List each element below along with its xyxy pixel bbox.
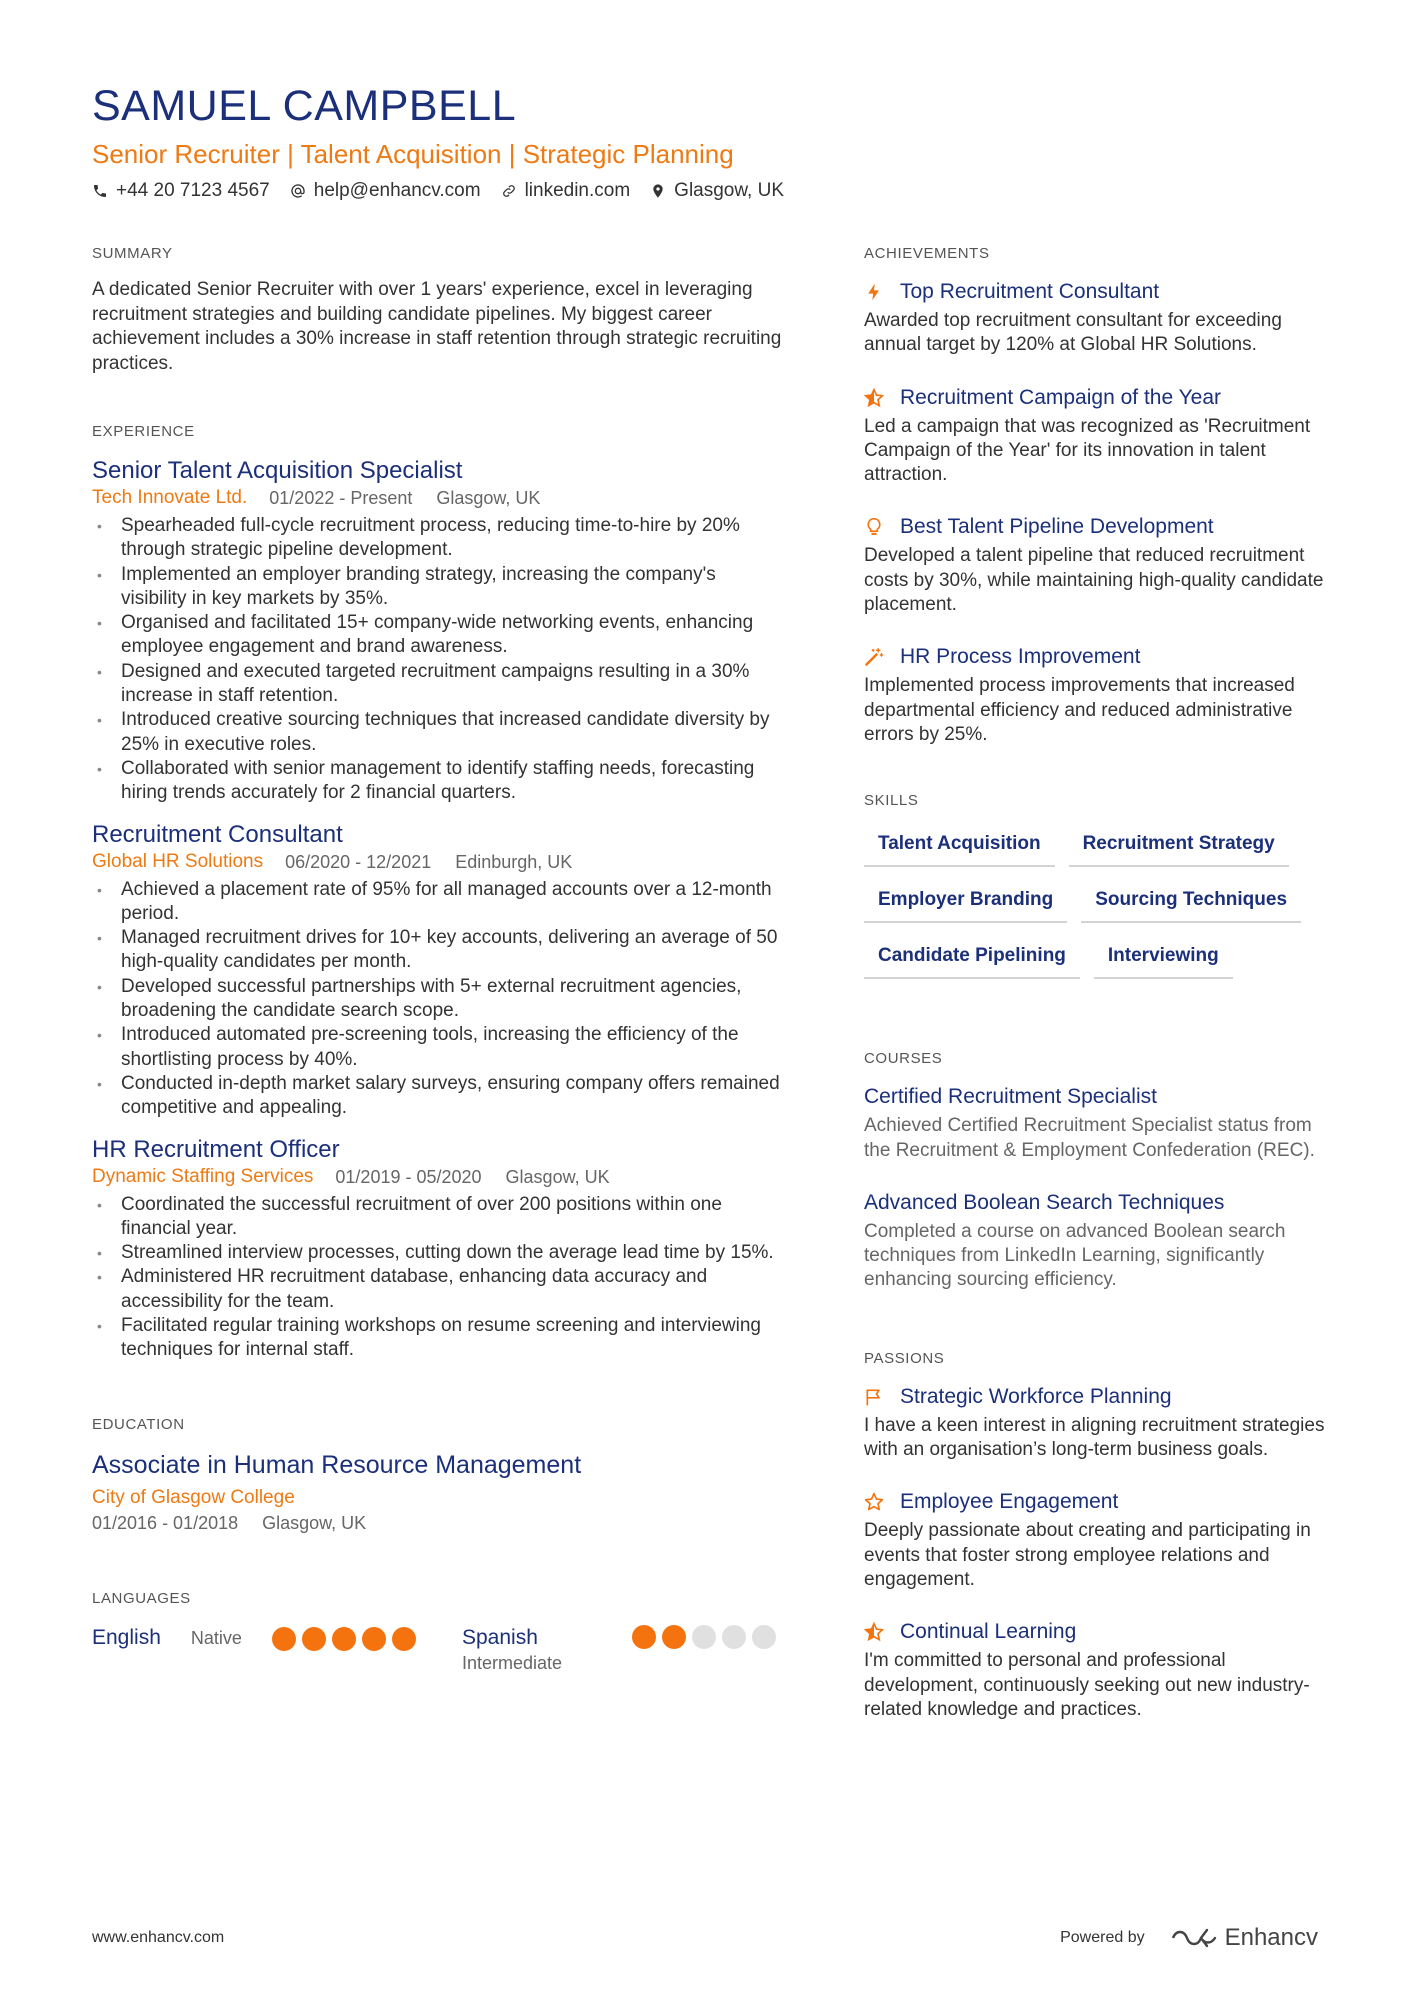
star-outline-icon (864, 1492, 884, 1512)
languages-section (92, 1589, 782, 1675)
resume-header (92, 80, 1322, 204)
job-bullet: • Developed successful partnerships with 5+ external recruitment agencies, broadening the candidate search scope. (92, 975, 782, 1024)
achievement-header (864, 384, 1334, 412)
powered-by-label: Powered by (1060, 1929, 1145, 1946)
summary-text: A dedicated Senior Recruiter with over 1 years' experience, excel in leveraging recruitment strategies and building candidate pipelines. My biggest career achievement includes a 30% increase in staff retention through strategic recruiting practices. (92, 279, 782, 374)
rating-dot-filled (272, 1627, 296, 1651)
section-heading: SUMMARY (92, 245, 173, 262)
job-meta (92, 1165, 782, 1189)
experience-section (92, 422, 782, 1363)
job-entry (92, 820, 782, 1121)
skill-tag: Recruitment Strategy (1069, 825, 1289, 867)
skill-tag: Sourcing Techniques (1081, 881, 1301, 923)
job-bullets (92, 514, 782, 806)
passions-section (864, 1349, 1334, 1722)
brand-logo[interactable] (1171, 1924, 1318, 1952)
flag-icon (864, 1387, 884, 1407)
job-title: Senior Talent Acquisition Specialist (92, 457, 463, 484)
brand-name: Enhancv (1224, 1924, 1318, 1951)
rating-dot-empty (692, 1625, 716, 1649)
passion-title: Employee Engagement (900, 1490, 1119, 1514)
job-bullet: • Streamlined interview processes, cutting down the average lead time by 15%. (92, 1241, 782, 1265)
phone-text: +44 20 7123 4567 (116, 180, 270, 201)
passion-header (864, 1488, 1334, 1516)
language-name: Spanish (462, 1625, 538, 1649)
rating-dot-filled (332, 1627, 356, 1651)
passion-desc: Deeply passionate about creating and participating in events that foster strong employee relations and engagement. (864, 1520, 1311, 1590)
section-heading: ACHIEVEMENTS (864, 245, 990, 262)
passion-item (864, 1488, 1334, 1592)
job-location: Edinburgh, UK (455, 851, 573, 872)
course-desc: Achieved Certified Recruitment Specialist status from the Recruitment & Employment Confederation (REC). (864, 1115, 1315, 1161)
passion-desc: I'm committed to personal and professional development, continuously seeking out new industry-related knowledge and practices. (864, 1650, 1310, 1720)
school-name: City of Glasgow College (92, 1486, 295, 1508)
enhancv-logo-icon (1171, 1926, 1217, 1950)
achievement-header (864, 643, 1334, 671)
course-item (864, 1083, 1334, 1163)
star-icon (864, 388, 884, 408)
rating-dot-empty (752, 1625, 776, 1649)
passion-title: Continual Learning (900, 1620, 1077, 1644)
achievement-item (864, 643, 1334, 747)
achievement-desc: Led a campaign that was recognized as 'Recruitment Campaign of the Year' for its innovation in talent attraction. (864, 415, 1311, 486)
job-bullet: • Coordinated the successful recruitment of over 200 positions within one financial year. (92, 1193, 782, 1242)
skill-tag: Candidate Pipelining (864, 937, 1080, 979)
left-column (92, 244, 782, 1675)
phone-icon (92, 183, 108, 199)
education-dates: 01/2016 - 01/2018 (92, 1512, 239, 1533)
achievements-section (864, 244, 1334, 747)
job-meta (92, 486, 782, 510)
job-bullet: • Administered HR recruitment database, enhancing data accuracy and accessibility for the team. (92, 1265, 782, 1314)
lightning-icon (864, 282, 884, 302)
job-bullet: • Spearheaded full-cycle recruitment process, reducing time-to-hire by 20% through strategic pipeline development. (92, 514, 782, 563)
job-dates: 01/2022 - Present (269, 488, 413, 508)
courses-section (864, 1049, 1334, 1292)
summary-section (92, 244, 782, 376)
achievement-item (864, 278, 1334, 358)
section-heading: SKILLS (864, 792, 919, 810)
section-heading: PASSIONS (864, 1349, 945, 1367)
achievement-header (864, 278, 1334, 306)
skill-tag: Talent Acquisition (864, 825, 1055, 867)
footer-url[interactable]: www.enhancv.com (92, 1929, 225, 1946)
passion-item (864, 1618, 1334, 1722)
email-text: help@enhancv.com (313, 180, 481, 201)
job-bullet: • Achieved a placement rate of 95% for all managed accounts over a 12-month period. (92, 878, 782, 927)
passion-header (864, 1618, 1334, 1646)
link-icon (501, 183, 517, 199)
job-dates: 06/2020 - 12/2021 (285, 851, 432, 872)
achievement-header (864, 513, 1334, 541)
magic-wand-icon (864, 647, 884, 667)
at-icon (290, 183, 306, 199)
star-icon (864, 1622, 884, 1642)
powered-by (1060, 1924, 1318, 1952)
achievement-title: Recruitment Campaign of the Year (900, 385, 1222, 409)
education-section (92, 1415, 782, 1535)
job-bullet: • Organised and facilitated 15+ company-wide networking events, enhancing employee engagement and brand awareness. (92, 611, 782, 660)
language-spanish (462, 1625, 782, 1675)
contact-linkedin[interactable] (501, 178, 631, 204)
rating-dot-filled (662, 1625, 686, 1649)
job-meta (92, 850, 782, 874)
course-title: Advanced Boolean Search Techniques (864, 1190, 1225, 1214)
rating-dot-filled (392, 1627, 416, 1651)
education-meta (92, 1511, 782, 1535)
job-bullets (92, 1193, 782, 1363)
location-text: Glasgow, UK (674, 180, 784, 201)
job-bullet: • Designed and executed targeted recruitment campaigns resulting in a 30% increase in staff retention. (92, 660, 782, 709)
language-level: Intermediate (462, 1652, 563, 1673)
languages-list (92, 1625, 782, 1675)
skills-list (864, 825, 1334, 993)
job-dates: 01/2019 - 05/2020 (335, 1166, 482, 1187)
job-bullet: • Introduced automated pre-screening tools, increasing the efficiency of the shortlisting process by 40%. (92, 1023, 782, 1072)
degree-title: Associate in Human Resource Management (92, 1450, 582, 1479)
achievement-title: Best Talent Pipeline Development (900, 515, 1214, 539)
skills-section (864, 791, 1334, 993)
contact-location (650, 178, 784, 204)
linkedin-text: linkedin.com (524, 180, 631, 201)
location-pin-icon (650, 183, 666, 199)
language-level: Native (190, 1627, 242, 1648)
right-column (864, 244, 1334, 1722)
course-item (864, 1189, 1334, 1293)
language-rating (272, 1627, 422, 1675)
job-bullet: • Introduced creative sourcing techniques that increased candidate diversity by 25% in executive roles. (92, 708, 782, 757)
achievement-desc: Implemented process improvements that increased departmental efficiency and reduced administrative errors by 25%. (864, 675, 1295, 745)
rating-dot-filled (302, 1627, 326, 1651)
job-entry (92, 456, 782, 806)
skill-tag: Interviewing (1094, 937, 1233, 979)
section-heading: EDUCATION (92, 1415, 185, 1433)
rating-dot-filled (362, 1627, 386, 1651)
achievement-title: Top Recruitment Consultant (900, 280, 1160, 303)
job-location: Glasgow, UK (436, 488, 541, 508)
contact-row (92, 178, 1322, 204)
contact-email[interactable] (290, 178, 481, 204)
lightbulb-icon (864, 517, 884, 537)
page-footer (92, 1924, 1318, 1952)
achievement-title: HR Process Improvement (900, 645, 1141, 669)
section-heading: COURSES (864, 1050, 943, 1068)
education-location: Glasgow, UK (262, 1512, 367, 1533)
course-title: Certified Recruitment Specialist (864, 1085, 1157, 1109)
rating-dot-filled (632, 1625, 656, 1649)
candidate-title: Senior Recruiter | Talent Acquisition | Strategic Planning (92, 139, 734, 169)
achievement-desc: Awarded top recruitment consultant for exceeding annual target by 120% at Global HR Solutions. (864, 310, 1282, 356)
job-company: Dynamic Staffing Services (92, 1165, 314, 1187)
job-bullets (92, 878, 782, 1121)
passion-header (864, 1383, 1334, 1411)
section-heading: LANGUAGES (92, 1589, 191, 1607)
passion-title: Strategic Workforce Planning (900, 1384, 1172, 1408)
language-name: English (92, 1625, 161, 1649)
job-title: HR Recruitment Officer (92, 1135, 340, 1163)
job-location: Glasgow, UK (505, 1166, 610, 1187)
achievement-item (864, 513, 1334, 617)
course-desc: Completed a course on advanced Boolean search techniques from LinkedIn Learning, significantly enhancing sourcing efficiency. (864, 1220, 1286, 1291)
job-company: Global HR Solutions (92, 850, 264, 872)
skill-tag: Employer Branding (864, 881, 1067, 923)
job-bullet: • Implemented an employer branding strategy, increasing the company's visibility in key markets by 35%. (92, 563, 782, 612)
passion-item (864, 1383, 1334, 1463)
language-rating (632, 1625, 782, 1675)
achievement-item (864, 384, 1334, 488)
job-bullet: • Managed recruitment drives for 10+ key accounts, delivering an average of 50 high-quality candidates per month. (92, 926, 782, 975)
section-heading: EXPERIENCE (92, 423, 195, 440)
job-entry (92, 1135, 782, 1363)
job-title: Recruitment Consultant (92, 820, 343, 848)
contact-phone[interactable] (92, 178, 270, 204)
language-english (92, 1625, 462, 1675)
job-company: Tech Innovate Ltd. (92, 487, 248, 508)
job-bullet: • Collaborated with senior management to identify staffing needs, forecasting hiring trends accurately for 2 financial quarters. (92, 757, 782, 806)
candidate-name: SAMUEL CAMPBELL (92, 82, 517, 130)
achievement-desc: Developed a talent pipeline that reduced recruitment costs by 30%, while maintaining high-quality candidate placement. (864, 545, 1324, 616)
passion-desc: I have a keen interest in aligning recruitment strategies with an organisation’s long-term business goals. (864, 1414, 1325, 1461)
job-bullet: • Facilitated regular training workshops on resume screening and interviewing techniques for internal staff. (92, 1314, 782, 1363)
job-bullet: • Conducted in-depth market salary surveys, ensuring company offers remained competitive and appealing. (92, 1072, 782, 1121)
rating-dot-empty (722, 1625, 746, 1649)
